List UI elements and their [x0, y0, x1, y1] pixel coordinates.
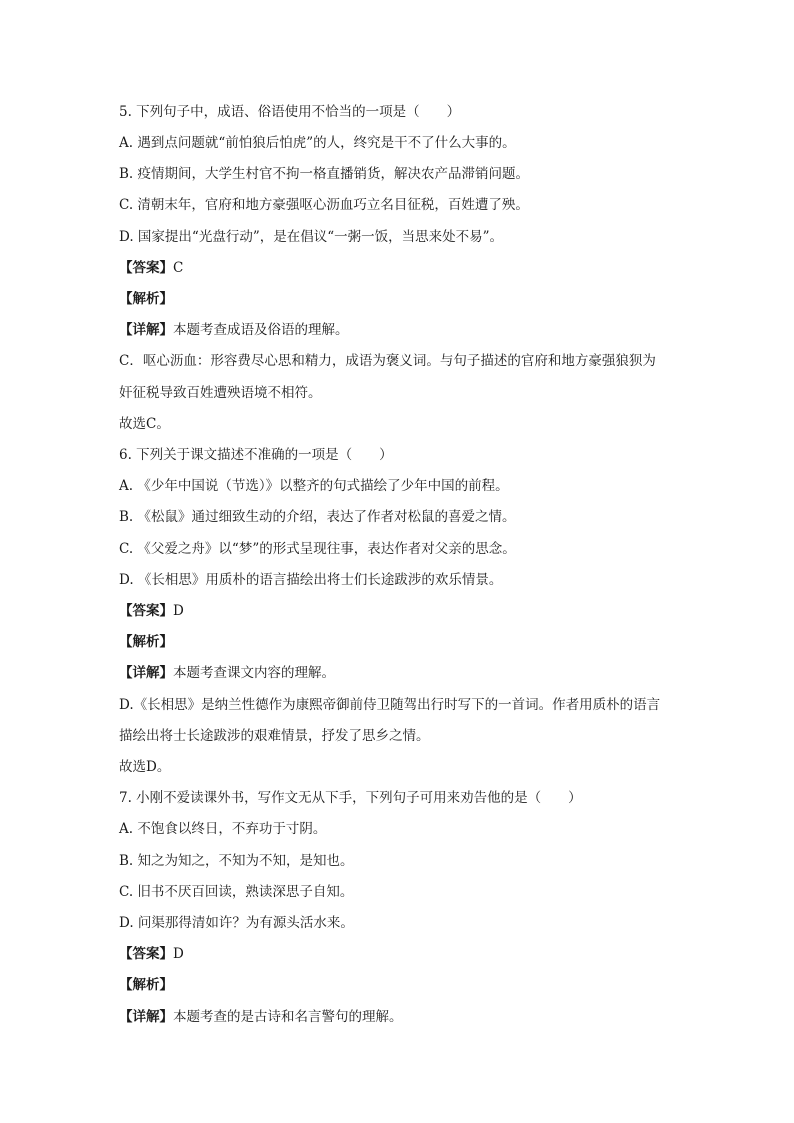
answer-tag: 【答案】 [119, 260, 173, 276]
q7-stem: 7. 小刚不爱读课外书，写作文无从下手，下列句子可用来劝告他的是（ ） [119, 790, 582, 806]
answer-tag: 【答案】 [119, 946, 173, 962]
q5-stem: 5. 下列句子中，成语、俗语使用不恰当的一项是（ ） [119, 104, 461, 120]
q7-option-d: D. 问渠那得清如许？为有源头活水来。 [119, 915, 354, 931]
q6-answer [119, 602, 679, 620]
q6-option-a: A. 《少年中国说（节选）》以整齐的句式描绘了少年中国的前程。 [119, 478, 509, 494]
q6-option-c: C. 《父爱之舟》以“梦”的形式呈现往事，表达作者对父亲的思念。 [119, 541, 516, 557]
answer-tag: 【答案】 [119, 603, 173, 619]
q5-conclusion: 故选C。 [119, 416, 170, 432]
q6-explain-line-1: D.《长相思》是纳兰性德作为康熙帝御前侍卫随驾出行时写下的一首词。作者用质朴的语言 [119, 697, 661, 713]
q5-analysis-tag [119, 290, 679, 308]
detail-tag: 【详解】 [119, 665, 173, 681]
answer-value: D [173, 946, 184, 962]
q7-option-a: A. 不饱食以终日，不弃功于寸阴。 [119, 821, 327, 837]
detail-text: 本题考查成语及俗语的理解。 [173, 322, 349, 338]
q5-explain-line-1: C．呕心沥血：形容费尽心思和精力，成语为褒义词。与句子描述的官府和地方豪强狼狈为 [119, 353, 656, 369]
q5-option-c: C. 清朝末年，官府和地方豪强呕心沥血巧立名目征税，百姓遭了殃。 [119, 197, 529, 213]
q5-option-d: D. 国家提出“光盘行动”，是在倡议“一粥一饭，当思来处不易”。 [119, 229, 504, 245]
q5-option-a: A. 遇到点问题就“前怕狼后怕虎”的人，终究是干不了什么大事的。 [119, 135, 516, 151]
q7-detail [119, 1008, 679, 1026]
detail-tag: 【详解】 [119, 1009, 173, 1025]
detail-text: 本题考查的是古诗和名言警句的理解。 [173, 1009, 403, 1025]
q5-explain-line-2: 奸征税导致百姓遭殃语境不相符。 [119, 385, 322, 401]
detail-text: 本题考查课文内容的理解。 [173, 665, 335, 681]
q7-option-b: B. 知之为知之，不知为不知，是知也。 [119, 853, 354, 869]
q6-stem: 6. 下列关于课文描述不准确的一项是（ ） [119, 447, 393, 463]
q5-answer [119, 259, 679, 277]
analysis-tag: 【解析】 [119, 977, 173, 993]
q6-option-b: B. 《松鼠》通过细致生动的介绍，表达了作者对松鼠的喜爱之情。 [119, 509, 516, 525]
q6-analysis-tag [119, 633, 679, 651]
q6-explain-line-2: 描绘出将士长途跋涉的艰难情景，抒发了思乡之情。 [119, 728, 430, 744]
q5-detail [119, 321, 679, 339]
q6-option-d: D. 《长相思》用质朴的语言描绘出将士们长途跋涉的欢乐情景。 [119, 572, 503, 588]
q7-answer [119, 945, 679, 963]
q7-analysis-tag [119, 976, 679, 994]
q6-detail [119, 664, 679, 682]
detail-tag: 【详解】 [119, 322, 173, 338]
analysis-tag: 【解析】 [119, 291, 173, 307]
analysis-tag: 【解析】 [119, 634, 173, 650]
answer-value: C [173, 260, 184, 276]
answer-value: D [173, 603, 184, 619]
q6-conclusion: 故选D。 [119, 759, 171, 775]
q7-option-c: C. 旧书不厌百回读，熟读深思子自知。 [119, 884, 354, 900]
q5-option-b: B. 疫情期间，大学生村官不拘一格直播销货，解决农产品滞销问题。 [119, 166, 530, 182]
